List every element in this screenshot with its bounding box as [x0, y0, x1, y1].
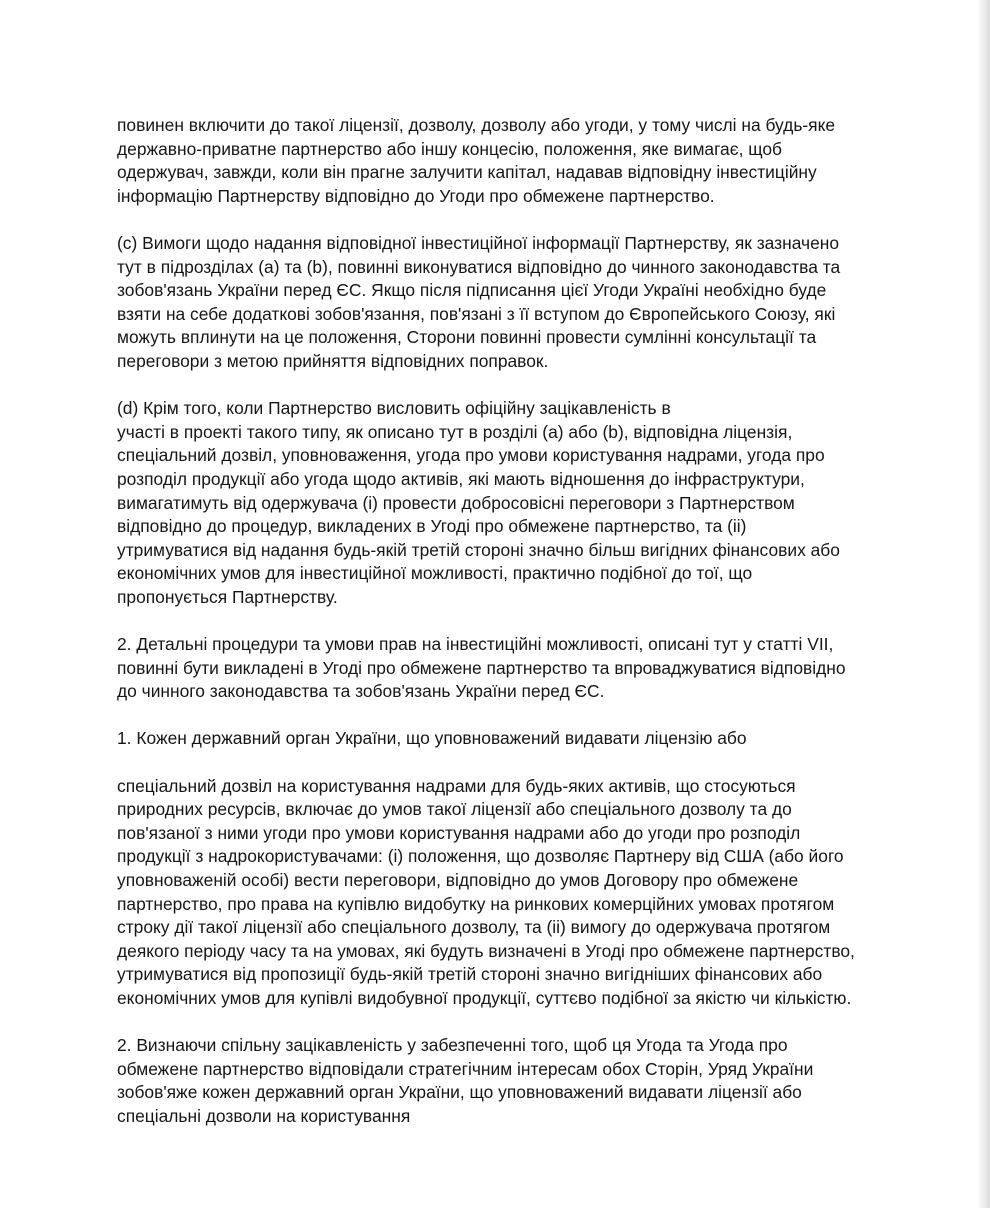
- text-line: вимагатимуть від одержувача (i) провести добросовісні переговори з Партнерством: [117, 492, 795, 513]
- text-line: зобов'яже кожен державний орган України, що уповноважений видавати ліцензії або: [117, 1082, 802, 1103]
- text-line: розподіл продукції або угода щодо активів, які мають відношення до інфраструктури,: [117, 468, 805, 489]
- text-line: продукції з надрокористувачами: (i) положення, що дозволяє Партнеру від США (або його: [117, 846, 844, 867]
- text-line: природних ресурсів, включає до умов такої ліцензії або спеціального дозволу та до: [117, 799, 792, 820]
- text-line: утримуватися від пропозиції будь-якій третій стороні значно вигідніших фінансових або: [117, 964, 823, 985]
- text-line: відповідно до процедур, викладених в Угоді про обмежене партнерство, та (ii): [117, 516, 747, 537]
- document-body: [117, 114, 887, 1152]
- paragraph-section-2-strategic: [117, 1034, 887, 1128]
- text-line: обмежене партнерство відповідали стратегічним інтересам обох Сторін, Уряд України: [117, 1058, 814, 1079]
- text-line: 2. Визнаючи спільну зацікавленість у забезпеченні того, щоб ця Угода та Угода про: [117, 1035, 788, 1056]
- text-line: повинні бути викладені в Угоді про обмежене партнерство та впроваджуватися відповідно: [117, 657, 846, 678]
- text-line: економічних умов для інвестиційної можливості, практично подібної до тої, що: [117, 563, 753, 584]
- text-line: одержувач, завжди, коли він прагне залучити капітал, надавав відповідну інвестиційну: [117, 162, 817, 183]
- paragraph-license-clause: [117, 114, 887, 208]
- text-line: 2. Детальні процедури та умови прав на інвестиційні можливості, описані тут у статті VII,: [117, 634, 834, 655]
- text-line: пов'язаної з ними угоди про умови користування надрами або до угоди про розподіл: [117, 822, 801, 843]
- text-line: можуть вплинути на це положення, Сторони повинні провести сумлінні консультації та: [117, 327, 817, 348]
- paragraph-section-2-procedures: [117, 633, 887, 704]
- text-line: економічних умов для купівлі видобувної продукції, суттєво подібної за якістю чи кількістю.: [117, 987, 852, 1008]
- text-line: тут в підрозділах (a) та (b), повинні виконуватися відповідно до чинного законодавства та: [117, 256, 841, 277]
- text-line: до чинного законодавства та зобов'язань України перед ЄС.: [117, 681, 605, 702]
- text-line: спеціальні дозволи на користування: [117, 1105, 411, 1126]
- page-edge-shadow: [976, 0, 990, 1208]
- paragraph-c: [117, 232, 887, 374]
- text-line: зобов'язань України перед ЄС. Якщо після підписання цієї Угоди Україні необхідно буде: [117, 280, 827, 301]
- text-line: участі в проекті такого типу, як описано тут в розділі (a) або (b), відповідна ліцензія,: [117, 421, 793, 442]
- text-line: строку дії такої ліцензії або спеціального дозволу, та (ii) вимогу до одержувача протягом: [117, 917, 831, 938]
- text-line: повинен включити до такої ліцензії, дозволу, дозволу або угоди, у тому числі на будь-яке: [117, 115, 836, 135]
- text-line: партнерство, про права на купівлю видобутку на ринкових комерційних умовах протягом: [117, 893, 835, 914]
- text-line: взяти на себе додаткові зобов'язання, пов'язані з її вступом до Європейського Союзу, які: [117, 303, 836, 324]
- text-line: (c) Вимоги щодо надання відповідної інвестиційної інформації Партнерству, як зазначено: [117, 232, 840, 253]
- text-line: утримуватися від надання будь-якій третій стороні значно більш вигідних фінансових або: [117, 539, 840, 560]
- text-line: державно-приватне партнерство або іншу концесію, положення, яке вимагає, щоб: [117, 138, 783, 159]
- text-line: (d) Крім того, коли Партнерство висловить офіційну зацікавленість в: [117, 398, 671, 419]
- paragraph-section-1-authority: [117, 727, 887, 751]
- text-line: 1. Кожен державний орган України, що уповноважений видавати ліцензію або: [117, 728, 747, 749]
- text-line: деякого періоду часу та на умовах, які будуть визначені в Угоді про обмежене партнерство,: [117, 940, 855, 961]
- text-line: пропонується Партнерству.: [117, 586, 338, 607]
- text-line: спеціальний дозвіл на користування надрами для будь-яких активів, що стосуються: [117, 775, 796, 796]
- text-line: переговори з метою прийняття відповідних поправок.: [117, 350, 549, 371]
- paragraph-d: [117, 397, 887, 609]
- text-line: інформацію Партнерству відповідно до Угоди про обмежене партнерство.: [117, 185, 715, 206]
- text-line: спеціальний дозвіл, уповноваження, угода про умови користування надрами, угода про: [117, 445, 825, 466]
- paragraph-special-permit: [117, 775, 887, 1011]
- text-line: уповноваженій особі) вести переговори, відповідно до умов Договору про обмежене: [117, 870, 799, 890]
